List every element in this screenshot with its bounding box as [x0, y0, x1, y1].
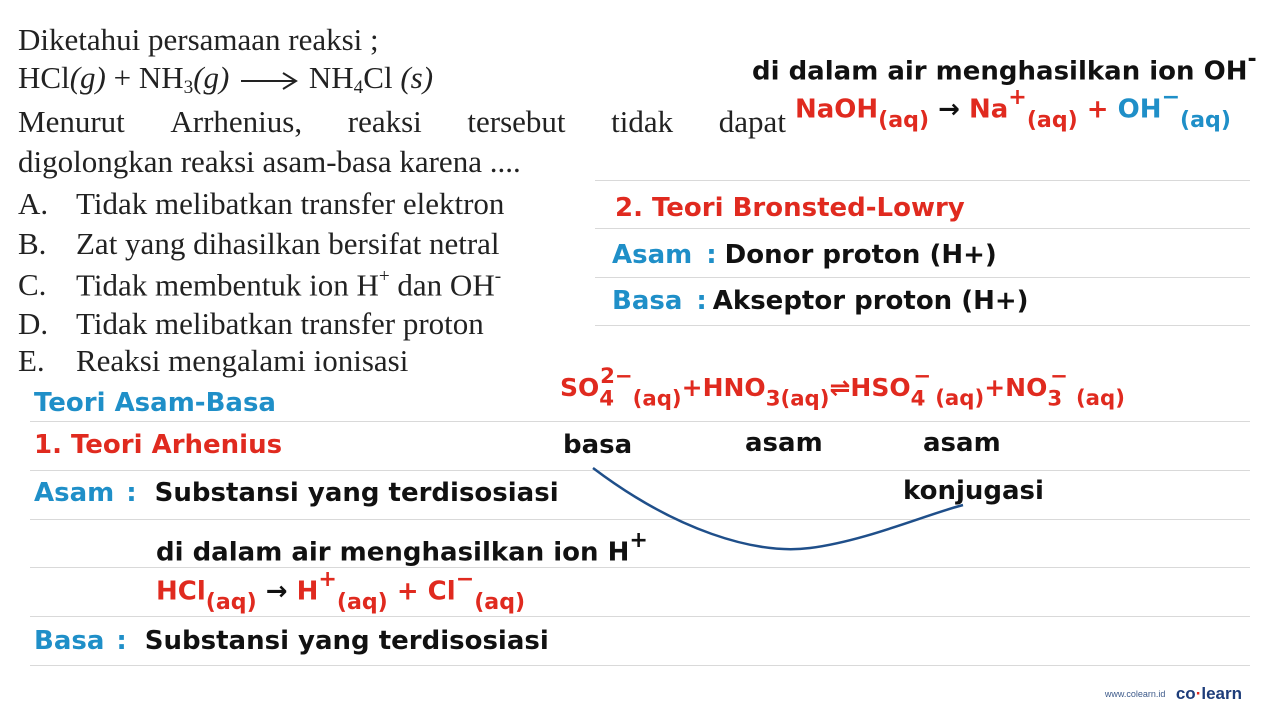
eq-plus-nh: + NH — [105, 60, 184, 95]
eq-sub-3: 3 — [183, 76, 194, 98]
option-text: Zat yang dihasilkan bersifat netral — [76, 226, 500, 261]
option-text: Tidak melibatkan transfer proton — [76, 306, 484, 341]
basa-definition: Substansi yang terdisosiasi — [144, 626, 549, 656]
option-b — [18, 226, 500, 262]
note-oh-ion — [752, 46, 1257, 86]
bronsted-asam — [612, 240, 997, 270]
hso4: HSO — [850, 372, 911, 402]
eq-state-s: (s) — [400, 60, 434, 95]
option-letter: A. — [18, 186, 49, 221]
h-charge: + — [629, 527, 648, 553]
ruled-line — [30, 616, 1250, 617]
na-ion: Na — [968, 94, 1009, 125]
asam-label: Asam — [34, 478, 115, 508]
eq-state-g2: (g) — [193, 60, 230, 95]
ruled-line — [595, 325, 1250, 326]
eq-sub-4: 4 — [353, 76, 364, 98]
asam-definition: Donor proton (H+) — [724, 240, 997, 270]
option-text: Tidak membentuk ion H — [76, 267, 379, 303]
asam-label: Asam — [612, 240, 693, 270]
ruled-line — [30, 665, 1250, 666]
word: reaksi — [347, 104, 422, 139]
cl-ion: Cl — [427, 576, 456, 607]
bronsted-title: 2. Teori Bronsted-Lowry — [615, 193, 965, 223]
bronsted-basa — [612, 286, 1029, 316]
option-e — [18, 343, 408, 379]
reaction-equation — [18, 60, 433, 99]
label-asam-konjugasi: asam — [923, 428, 1001, 458]
word: tersebut — [467, 104, 566, 139]
colon: : — [696, 286, 707, 316]
watermark-site: www.colearn.id — [1104, 689, 1166, 699]
logo-dot: · — [1195, 684, 1202, 703]
option-letter: D. — [18, 306, 49, 341]
oh-state: (aq) — [1180, 107, 1231, 134]
ruled-line — [595, 277, 1250, 278]
so4-charge: 2− — [600, 364, 633, 389]
option-letter: E. — [18, 343, 45, 378]
hso4-sub: 4 — [910, 386, 926, 412]
na-state: (aq) — [1026, 107, 1078, 134]
asam-definition: Substansi yang terdisosiasi — [154, 478, 559, 508]
no3: +NO — [984, 372, 1048, 402]
option-letter: C. — [18, 267, 47, 303]
question-line-4: digolongkan reaksi asam-basa karena .... — [18, 144, 521, 179]
conjugate-pair-curve — [585, 460, 1005, 560]
hcl-plus: + — [387, 576, 428, 607]
option-sup: + — [378, 266, 390, 287]
na-charge: + — [1008, 84, 1027, 110]
hno3-state: (aq) — [780, 386, 830, 412]
naoh-state: (aq) — [878, 107, 930, 134]
hso4-charge: − — [913, 364, 932, 389]
option-sup: - — [494, 266, 502, 287]
logo-part: co — [1175, 684, 1196, 703]
so4: SO — [560, 372, 600, 402]
so4-state: (aq) — [632, 386, 682, 412]
arrhenius-title: 1. Teori Arhenius — [34, 430, 283, 460]
h-ion-state: (aq) — [336, 589, 388, 616]
note-text: di dalam air menghasilkan ion OH — [752, 56, 1248, 87]
naoh-arrow: → — [929, 94, 969, 125]
arrhenius-asam-line-2 — [156, 527, 648, 567]
option-text: Reaksi mengalami ionisasi — [76, 343, 409, 378]
eq-state-g1: (g) — [69, 60, 106, 95]
naoh-formula: NaOH — [795, 94, 879, 125]
hcl-arrow: → — [256, 576, 297, 607]
oh-charge: − — [1161, 84, 1181, 110]
asam-definition-2: di dalam air menghasilkan ion H — [156, 537, 630, 568]
cl-state: (aq) — [474, 589, 526, 616]
label-basa: basa — [563, 430, 633, 460]
word: Menurut — [18, 104, 125, 139]
logo-part: learn — [1201, 684, 1242, 703]
teori-asam-basa-title: Teori Asam-Basa — [34, 388, 276, 418]
hno3-sub: 3 — [765, 386, 781, 412]
option-d — [18, 306, 484, 342]
arrhenius-basa — [34, 626, 549, 656]
option-text: Tidak melibatkan transfer elektron — [76, 186, 505, 221]
basa-label: Basa — [34, 626, 105, 656]
word: Arrhenius, — [170, 104, 303, 139]
hcl-state: (aq) — [205, 589, 257, 616]
note-sup: - — [1247, 46, 1257, 72]
hcl-equation — [156, 566, 525, 615]
ruled-line — [595, 228, 1250, 229]
basa-definition: Akseptor proton (H+) — [712, 286, 1029, 316]
question-intro: Diketahui persamaan reaksi ; — [18, 22, 379, 57]
so4-sub: 4 — [599, 386, 615, 412]
option-text: dan OH — [389, 267, 495, 303]
h-ion: H — [296, 576, 319, 607]
reaction-arrow-icon — [239, 70, 299, 92]
hno3: +HNO — [681, 372, 766, 402]
word: dapat — [718, 104, 786, 139]
colearn-logo — [1176, 684, 1242, 703]
equilibrium-arrow: ⇌ — [829, 372, 851, 402]
question-line-3 — [18, 104, 786, 140]
option-c — [18, 266, 501, 303]
naoh-plus: + — [1077, 94, 1118, 125]
colon: : — [116, 626, 127, 656]
eq-nh: NH — [308, 60, 354, 95]
bronsted-equation — [560, 364, 1125, 411]
colon: : — [126, 478, 137, 508]
label-konjugasi: konjugasi — [903, 476, 1044, 506]
hso4-state: (aq) — [935, 386, 985, 412]
ruled-line — [595, 180, 1250, 181]
option-letter: B. — [18, 226, 47, 261]
h-ion-charge: + — [318, 566, 337, 592]
ruled-line — [30, 421, 1250, 422]
cl-charge: − — [455, 566, 475, 592]
no3-state: (aq) — [1075, 386, 1125, 412]
arrhenius-asam — [34, 478, 559, 508]
colon: : — [706, 240, 717, 270]
oh-ion: OH — [1117, 94, 1162, 125]
no3-charge: − — [1050, 364, 1068, 389]
naoh-equation — [795, 84, 1231, 133]
hcl-formula: HCl — [156, 576, 206, 607]
word: tidak — [611, 104, 674, 139]
eq-cl: Cl — [363, 60, 401, 95]
label-asam: asam — [745, 428, 823, 458]
eq-hcl: HCl — [18, 60, 70, 95]
option-a — [18, 186, 504, 222]
no3-sub: 3 — [1047, 386, 1063, 412]
colearn-watermark — [1105, 684, 1242, 704]
basa-label: Basa — [612, 286, 683, 316]
